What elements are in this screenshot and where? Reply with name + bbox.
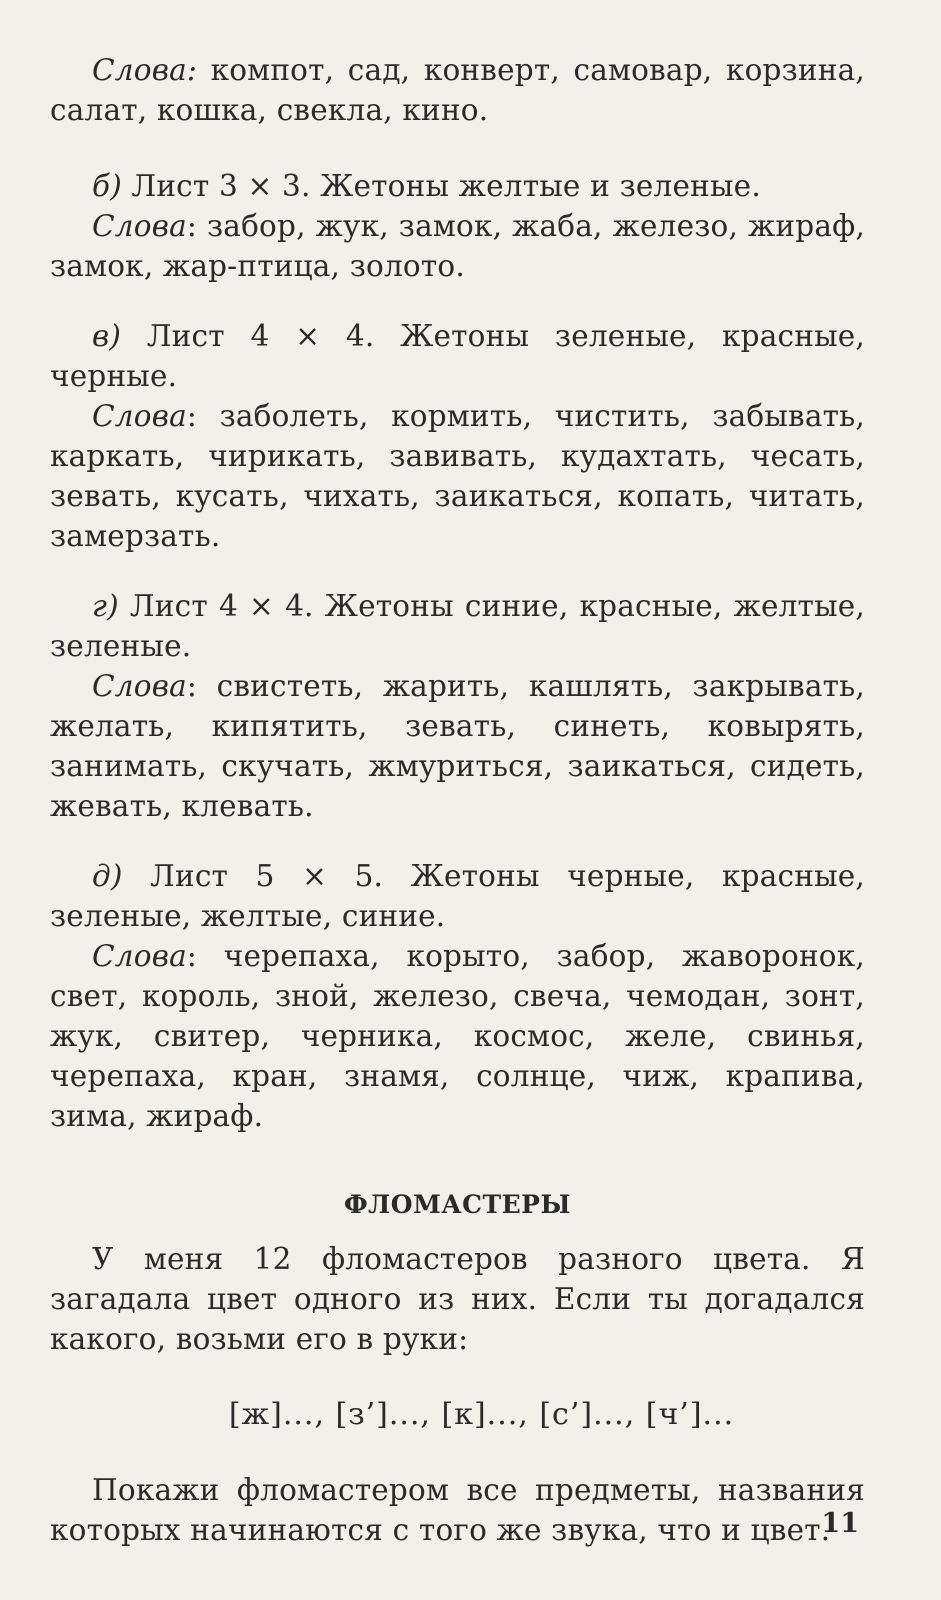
exercise-g bbox=[50, 586, 865, 826]
exercise-v-heading bbox=[50, 316, 865, 396]
words-label: Слова bbox=[92, 939, 187, 973]
exercise-b-heading bbox=[50, 166, 865, 206]
exercise-a-words bbox=[50, 50, 865, 130]
words-label: Слова bbox=[92, 669, 187, 703]
item-letter: в) bbox=[92, 319, 122, 353]
words-list: : черепаха, корыто, забор, жаворонок, свет, король, зной, железо, свеча, чемодан, зонт, жук, свитер, черника, космос, желе, свинья, черепаха, кран, знамя, солнце, чиж, крапива, зима, жираф. bbox=[50, 939, 865, 1133]
section-task: Покажи фломастером все предметы, названия которых начинаются с того же звука, что и цвет. bbox=[50, 1473, 865, 1547]
sheet-description: Лист 3 × 3. Жетоны желтые и зеленые. bbox=[121, 169, 761, 203]
sheet-description: Лист 5 × 5. Жетоны черные, красные, зеленые, желтые, синие. bbox=[50, 859, 865, 933]
exercise-d bbox=[50, 856, 865, 1136]
section-intro: У меня 12 фломастеров разного цвета. Я загадала цвет одного из них. Если ты догадался какого, возьми его в руки: bbox=[50, 1242, 865, 1356]
words-label: Слова bbox=[92, 209, 187, 243]
exercise-b-words bbox=[50, 206, 865, 286]
words-label: Слова: bbox=[92, 53, 198, 87]
exercise-a bbox=[50, 50, 865, 130]
exercise-v-words bbox=[50, 396, 865, 556]
exercise-b bbox=[50, 166, 865, 286]
exercise-g-words bbox=[50, 666, 865, 826]
section-title: ФЛОМАСТЕРЫ bbox=[343, 1190, 572, 1219]
exercise-d-heading bbox=[50, 856, 865, 936]
words-list: : заболеть, кормить, чистить, забывать, каркать, чирикать, завивать, кудахтать, чесать, зевать, кусать, чихать, заикаться, копать, читать, замерзать. bbox=[50, 399, 865, 553]
words-label: Слова bbox=[92, 399, 187, 433]
item-letter: д) bbox=[92, 859, 123, 893]
exercise-d-words bbox=[50, 936, 865, 1136]
item-letter: б) bbox=[92, 169, 122, 203]
words-list: компот, сад, конверт, самовар, корзина, салат, кошка, свекла, кино. bbox=[50, 53, 865, 127]
words-list: : свистеть, жарить, кашлять, закрывать, желать, кипятить, зевать, синеть, ковырять, занимать, скучать, жмуриться, заикаться, сидеть, жевать, клевать. bbox=[50, 669, 865, 823]
sheet-description: Лист 4 × 4. Жетоны зеленые, красные, черные. bbox=[50, 319, 865, 393]
sheet-description: Лист 4 × 4. Жетоны синие, красные, желтые, зеленые. bbox=[50, 589, 865, 663]
exercise-v bbox=[50, 316, 865, 556]
item-letter: г) bbox=[92, 589, 119, 623]
exercise-g-heading bbox=[50, 586, 865, 666]
sound-sequence: [ж]..., [з’]..., [к]..., [с’]..., [ч’]... bbox=[228, 1397, 735, 1432]
words-list: : забор, жук, замок, жаба, железо, жираф, замок, жар-птица, золото. bbox=[50, 209, 865, 283]
page-number: 11 bbox=[821, 1508, 859, 1539]
